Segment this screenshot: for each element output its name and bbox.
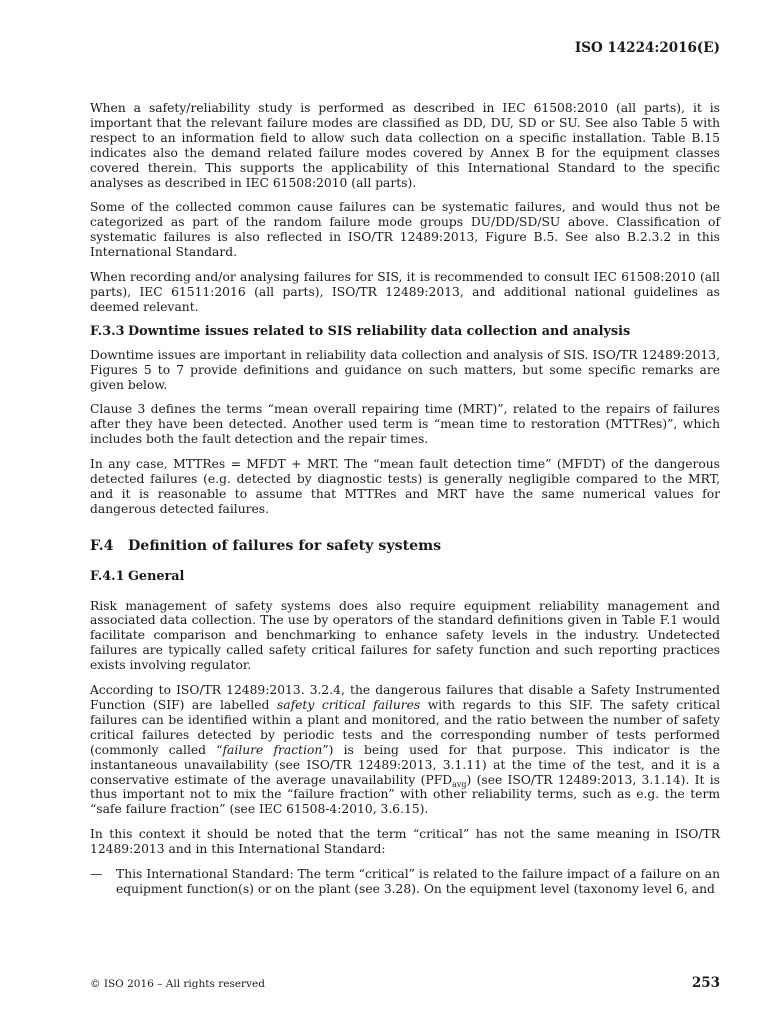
subscript: avg xyxy=(452,779,467,789)
section-title: Downtime issues related to SIS reliability data collection and analysis xyxy=(128,323,631,339)
copyright-footer: © ISO 2016 – All rights reserved xyxy=(90,978,265,990)
paragraph: Downtime issues are important in reliability data collection and analysis of SIS. ISO/TR 12489:2013, Figures 5 to 7 provide definitions and guidance on such matters, but some specific remarks are given below. xyxy=(90,347,720,392)
section-title: Definition of failures for safety systems xyxy=(128,537,442,554)
list-item xyxy=(90,867,720,897)
italic-term: failure fraction xyxy=(222,742,323,757)
paragraph xyxy=(90,683,720,817)
section-number: F.4.1 xyxy=(90,568,125,584)
paragraph: Some of the collected common cause failures can be systematic failures, and would thus not be categorized as part of the random failure mode groups DU/DD/SD/SU above. Classification of systematic failures is also reflected in ISO/TR 12489:2013, Figure B.5. See also B.2.3.2 in this International Standard. xyxy=(90,200,720,260)
italic-term: safety critical failures xyxy=(276,698,421,712)
paragraph: In any case, MTTRes = MFDT + MRT. The “mean fault detection time” (MFDT) of the dangerous detected failures (e.g. detected by diagnostic tests) is generally negligible compared to the MRT, and it is reasonable to assume that MTTRes and MRT have the same numerical values for dangerous detected failures. xyxy=(90,457,720,516)
section-number: F.3.3 xyxy=(90,323,125,339)
list-item-text: This International Standard: The term “critical” is related to the failure impact of a failure on an equipment function(s) or on the plant (see 3.28). On the equipment level (taxonomy level 6, and xyxy=(116,867,720,896)
paragraph: When a safety/reliability study is performed as described in IEC 61508:2010 (all parts), it is important that the relevant failure modes are classified as DD, DU, SD or SU. See also Table 5 with respect to an information field to allow such data collection on a specific installation. Table B.15 indicates also the demand related failure modes covered by Annex B for the equipment classes covered therein. This supports the applicability of this International Standard to the specific analyses as described in IEC 61508:2010 (all parts). xyxy=(90,101,720,190)
page-body xyxy=(90,101,720,897)
section-number: F.4 xyxy=(90,537,114,554)
dash-bullet: — xyxy=(90,867,103,882)
paragraph: In this context it should be noted that the term “critical” has not the same meaning in ISO/TR 12489:2013 and in this International Standard: xyxy=(90,827,720,857)
section-heading-f4 xyxy=(90,539,720,554)
section-heading-f41 xyxy=(90,570,720,585)
paragraph: When recording and/or analysing failures for SIS, it is recommended to consult IEC 61508:2010 (all parts), IEC 61511:2016 (all parts), ISO/TR 12489:2013, and additional national guidelines as deemed relevant. xyxy=(90,270,720,314)
text-run: According to ISO/TR 12489:2013. 3.2.4, the dangerous failures that disable a Safety Instrumented Function (SIF) are labelled xyxy=(90,683,720,712)
text-run: ) (see ISO/TR 12489:2013, 3.1.14). It is thus important not to mix the “failure fraction” with other reliability terms, such as e.g. the term “safe failure fraction” (see IEC 61508-4:2010, 3.6.15). xyxy=(90,772,720,817)
paragraph: Risk management of safety systems does also require equipment reliability management and associated data collection. The use by operators of the standard definitions given in Table F.1 would facilitate comparison and benchmarking to enhance safety levels in the industry. Undetected failures are typically called safety critical failures for safety function and such reporting practices exists involving regulator. xyxy=(90,598,720,673)
text-run: with regards to this SIF. The safety critical failures can be identified within a plant and monitored, and the ratio between the number of safety critical failures detected by periodic tests and the corresponding number of tests performed (commonly called “ xyxy=(90,698,720,757)
paragraph: Clause 3 defines the terms “mean overall repairing time (MRT)”, related to the repairs of failures after they have been detected. Another used term is “mean time to restoration (MTTRes)”, which includes both the fault detection and the repair times. xyxy=(90,402,720,447)
document-id-header: ISO 14224:2016(E) xyxy=(574,40,720,56)
section-title: General xyxy=(128,568,185,584)
section-heading-f33 xyxy=(90,325,720,340)
text-run: ”) is being used for that purpose. This indicator is the instantaneous unavailability (see ISO/TR 12489:2013, 3.1.11) at the time of the test, and it is a conservative estimate of the average unavailability (PFD xyxy=(90,742,720,787)
page-number: 253 xyxy=(691,975,720,991)
